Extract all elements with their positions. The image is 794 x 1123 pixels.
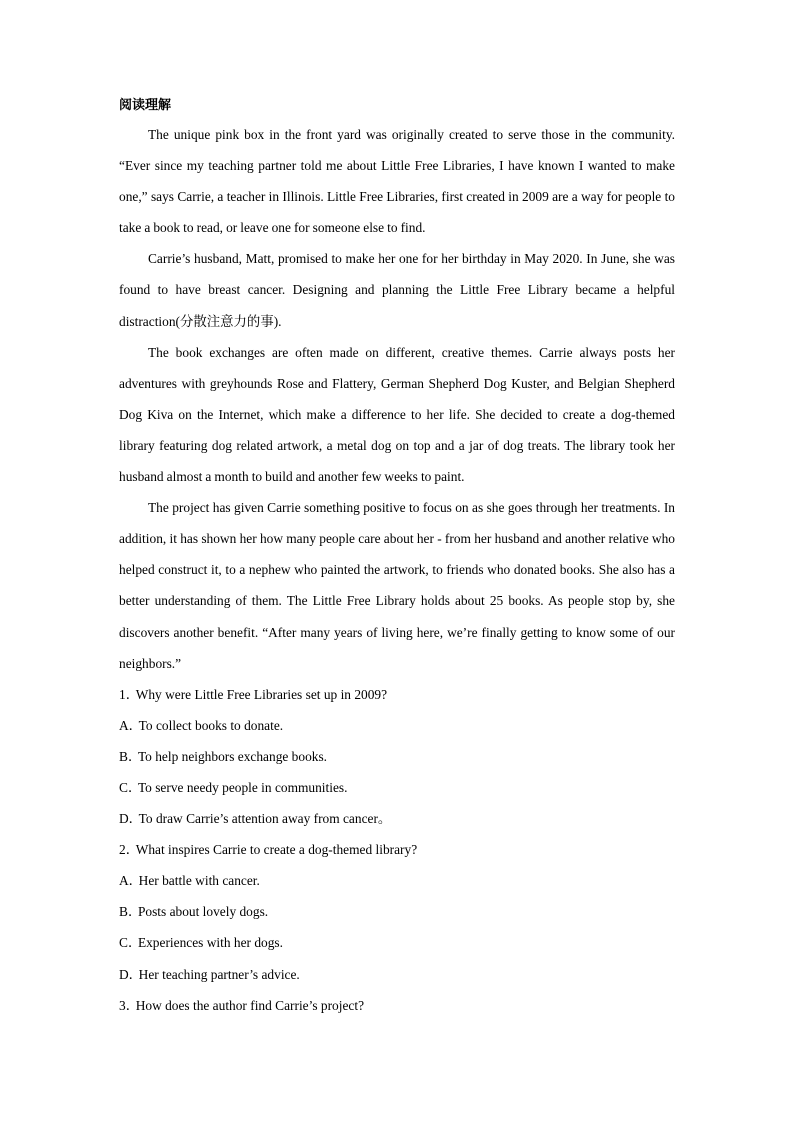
question-stem (119, 990, 675, 1021)
question-stem (119, 834, 675, 865)
question-1 (119, 679, 675, 834)
option-separator: ． (127, 935, 142, 951)
answer-option (119, 927, 675, 958)
passage-paragraph-2: Carrie’s husband, Matt, promised to make her one for her birthday in May 2020. In June, she was found to have breast cancer. Designing and planning the Little Free Library became a helpful distraction(分散注意力的事). (119, 251, 675, 329)
option-letter: A (119, 717, 129, 733)
option-letter: B (119, 748, 128, 764)
option-separator: ． (127, 779, 142, 795)
passage-paragraph-4: The project has given Carrie something positive to focus on as she goes through her treatments. In addition, it has shown her how many people care about her - from her husband and another relative who helped construct it, to a nephew who painted the artwork, to friends who donated books. She also has a better understanding of them. The Little Free Library holds about 25 books. As people stop by, she discovers another benefit. “After many years of living here, we’re finally getting to know some of our neighbors.” (119, 500, 675, 671)
answer-option (119, 772, 675, 803)
option-text: To draw Carrie’s attention away from cancer。 (138, 811, 392, 827)
question-list (119, 679, 675, 1021)
option-separator: ． (128, 966, 143, 982)
option-text: To serve needy people in communities. (137, 779, 348, 795)
answer-option (119, 741, 675, 772)
option-text: To help neighbors exchange books. (137, 748, 328, 764)
question-2 (119, 834, 675, 989)
option-separator: ． (128, 873, 143, 889)
option-separator: ． (128, 811, 143, 827)
option-text: Her battle with cancer. (138, 873, 260, 889)
section-title: 阅读理解 (119, 98, 172, 113)
question-number-separator: ． (125, 997, 140, 1013)
option-letter: B (119, 904, 128, 920)
document-page (119, 92, 675, 1021)
passage-paragraph-3: The book exchanges are often made on different, creative themes. Carrie always posts her adventures with greyhounds Rose and Flattery, German Shepherd Dog Kuster, and Belgian Shepherd Dog Kiva on the Internet, which make a difference to her life. She decided to create a dog-themed library featuring dog related artwork, a metal dog on top and a jar of dog treats. The library took her husband almost a month to build and another few weeks to paint. (119, 344, 675, 485)
option-separator: ． (127, 748, 142, 764)
answer-option (119, 865, 675, 896)
question-text: How does the author find Carrie’s project? (135, 997, 365, 1013)
question-number: 2 (119, 842, 126, 858)
option-letter: C (119, 935, 128, 951)
option-separator: ． (128, 717, 143, 733)
passage-paragraph-1: The unique pink box in the front yard was originally created to serve those in the community. “Ever since my teaching partner told me about Little Free Libraries, I have known I wanted to make one,” says Carrie, a teacher in Illinois. Little Free Libraries, first created in 2009 are a way for people to take a book to read, or leave one for someone else to find. (119, 127, 675, 236)
option-letter: D (119, 811, 129, 827)
option-letter: A (119, 873, 129, 889)
answer-option (119, 803, 675, 834)
question-number: 1 (119, 686, 126, 702)
question-number-separator: ． (125, 686, 140, 702)
answer-option (119, 959, 675, 990)
question-3 (119, 990, 675, 1021)
question-number-separator: ． (125, 842, 140, 858)
question-number: 3 (119, 997, 126, 1013)
reading-passage (119, 119, 675, 679)
question-text: Why were Little Free Libraries set up in 2009? (135, 686, 388, 702)
option-separator: ． (127, 904, 142, 920)
question-stem (119, 679, 675, 710)
option-text: Posts about lovely dogs. (137, 904, 269, 920)
option-text: To collect books to donate. (138, 717, 284, 733)
option-text: Her teaching partner’s advice. (138, 966, 300, 982)
option-text: Experiences with her dogs. (137, 935, 283, 951)
option-letter: C (119, 779, 128, 795)
question-text: What inspires Carrie to create a dog-themed library? (135, 842, 418, 858)
option-letter: D (119, 966, 129, 982)
answer-option (119, 710, 675, 741)
answer-option (119, 896, 675, 927)
